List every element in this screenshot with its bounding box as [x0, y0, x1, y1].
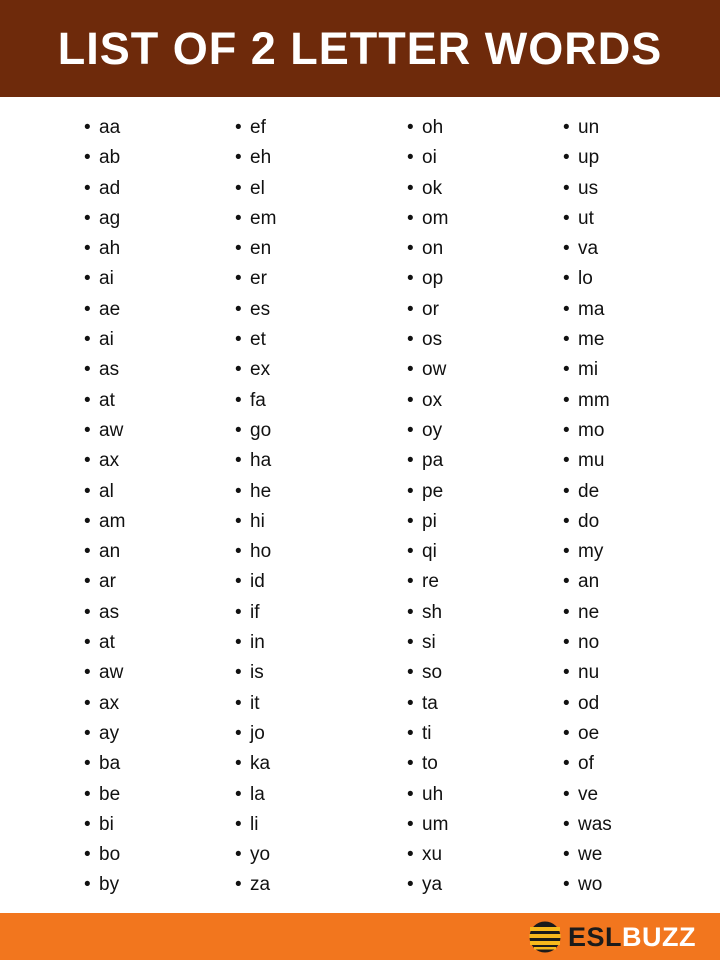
page-title: LIST OF 2 LETTER WORDS [57, 22, 663, 74]
word-item: • uh [407, 780, 448, 810]
word-item: • bi [84, 810, 125, 840]
word-item: • oi [407, 143, 448, 173]
word-item: • er [235, 264, 276, 294]
word-item: • ai [84, 325, 125, 355]
word-item: • aa [84, 113, 125, 143]
word-item: • pe [407, 477, 448, 507]
word-item: • us [563, 174, 612, 204]
word-column-1 [84, 113, 125, 901]
word-item: • fa [235, 386, 276, 416]
word-item: • jo [235, 719, 276, 749]
word-item: • aw [84, 416, 125, 446]
word-item: • xu [407, 840, 448, 870]
word-item: • ti [407, 719, 448, 749]
word-column-3 [407, 113, 448, 901]
word-item: • ta [407, 689, 448, 719]
word-item: • to [407, 749, 448, 779]
word-item: • od [563, 689, 612, 719]
word-column-4 [563, 113, 612, 901]
word-item: • ha [235, 446, 276, 476]
word-item: • mm [563, 386, 612, 416]
word-item: • re [407, 567, 448, 597]
bee-icon [528, 920, 562, 954]
word-item: • or [407, 295, 448, 325]
word-item: • ox [407, 386, 448, 416]
word-item: • ah [84, 234, 125, 264]
word-item: • up [563, 143, 612, 173]
word-item: • el [235, 174, 276, 204]
word-item: • aw [84, 658, 125, 688]
word-item: • of [563, 749, 612, 779]
word-item: • om [407, 204, 448, 234]
word-item: • ar [84, 567, 125, 597]
word-item: • sh [407, 598, 448, 628]
word-item: • en [235, 234, 276, 264]
word-item: • za [235, 870, 276, 900]
word-item: • ne [563, 598, 612, 628]
word-item: • id [235, 567, 276, 597]
word-item: • hi [235, 507, 276, 537]
word-item: • ow [407, 355, 448, 385]
word-item: • lo [563, 264, 612, 294]
word-item: • ba [84, 749, 125, 779]
word-column-2 [235, 113, 276, 901]
word-item: • is [235, 658, 276, 688]
word-item: • ab [84, 143, 125, 173]
word-item: • my [563, 537, 612, 567]
word-item: • wo [563, 870, 612, 900]
word-item: • an [563, 567, 612, 597]
word-item: • pi [407, 507, 448, 537]
word-item: • um [407, 810, 448, 840]
word-item: • ma [563, 295, 612, 325]
word-item: • mo [563, 416, 612, 446]
word-item: • as [84, 598, 125, 628]
word-item: • ka [235, 749, 276, 779]
word-item: • bo [84, 840, 125, 870]
word-item: • do [563, 507, 612, 537]
word-item: • at [84, 386, 125, 416]
word-item: • al [84, 477, 125, 507]
word-item: • ex [235, 355, 276, 385]
word-item: • me [563, 325, 612, 355]
word-item: • oy [407, 416, 448, 446]
word-item: • in [235, 628, 276, 658]
logo-buzz-text: BUZZ [622, 922, 696, 952]
word-item: • va [563, 234, 612, 264]
word-item: • ve [563, 780, 612, 810]
logo-esl-text: ESL [568, 922, 623, 952]
word-item: • ax [84, 446, 125, 476]
eslbuzz-logo [528, 919, 696, 955]
word-item: • ut [563, 204, 612, 234]
word-item: • mi [563, 355, 612, 385]
word-item: • was [563, 810, 612, 840]
word-item: • la [235, 780, 276, 810]
word-item: • no [563, 628, 612, 658]
word-item: • it [235, 689, 276, 719]
word-item: • nu [563, 658, 612, 688]
word-item: • as [84, 355, 125, 385]
header-banner [0, 0, 720, 97]
word-item: • ya [407, 870, 448, 900]
word-item: • ax [84, 689, 125, 719]
word-item: • mu [563, 446, 612, 476]
word-item: • so [407, 658, 448, 688]
word-item: • em [235, 204, 276, 234]
word-item: • we [563, 840, 612, 870]
word-item: • ad [84, 174, 125, 204]
word-item: • oh [407, 113, 448, 143]
word-item: • de [563, 477, 612, 507]
word-item: • ho [235, 537, 276, 567]
word-item: • ai [84, 264, 125, 294]
word-item: • be [84, 780, 125, 810]
word-item: • ae [84, 295, 125, 325]
word-item: • qi [407, 537, 448, 567]
word-item: • es [235, 295, 276, 325]
word-item: • pa [407, 446, 448, 476]
word-item: • by [84, 870, 125, 900]
word-item: • op [407, 264, 448, 294]
word-item: • li [235, 810, 276, 840]
word-item: • un [563, 113, 612, 143]
footer-bar [0, 913, 720, 960]
word-item: • et [235, 325, 276, 355]
word-item: • eh [235, 143, 276, 173]
word-item: • at [84, 628, 125, 658]
word-item: • os [407, 325, 448, 355]
word-item: • ef [235, 113, 276, 143]
word-item: • he [235, 477, 276, 507]
word-item: • am [84, 507, 125, 537]
word-item: • oe [563, 719, 612, 749]
word-item: • si [407, 628, 448, 658]
word-item: • ay [84, 719, 125, 749]
word-item: • on [407, 234, 448, 264]
word-item: • an [84, 537, 125, 567]
word-item: • ag [84, 204, 125, 234]
word-item: • ok [407, 174, 448, 204]
word-item: • if [235, 598, 276, 628]
word-item: • go [235, 416, 276, 446]
word-item: • yo [235, 840, 276, 870]
